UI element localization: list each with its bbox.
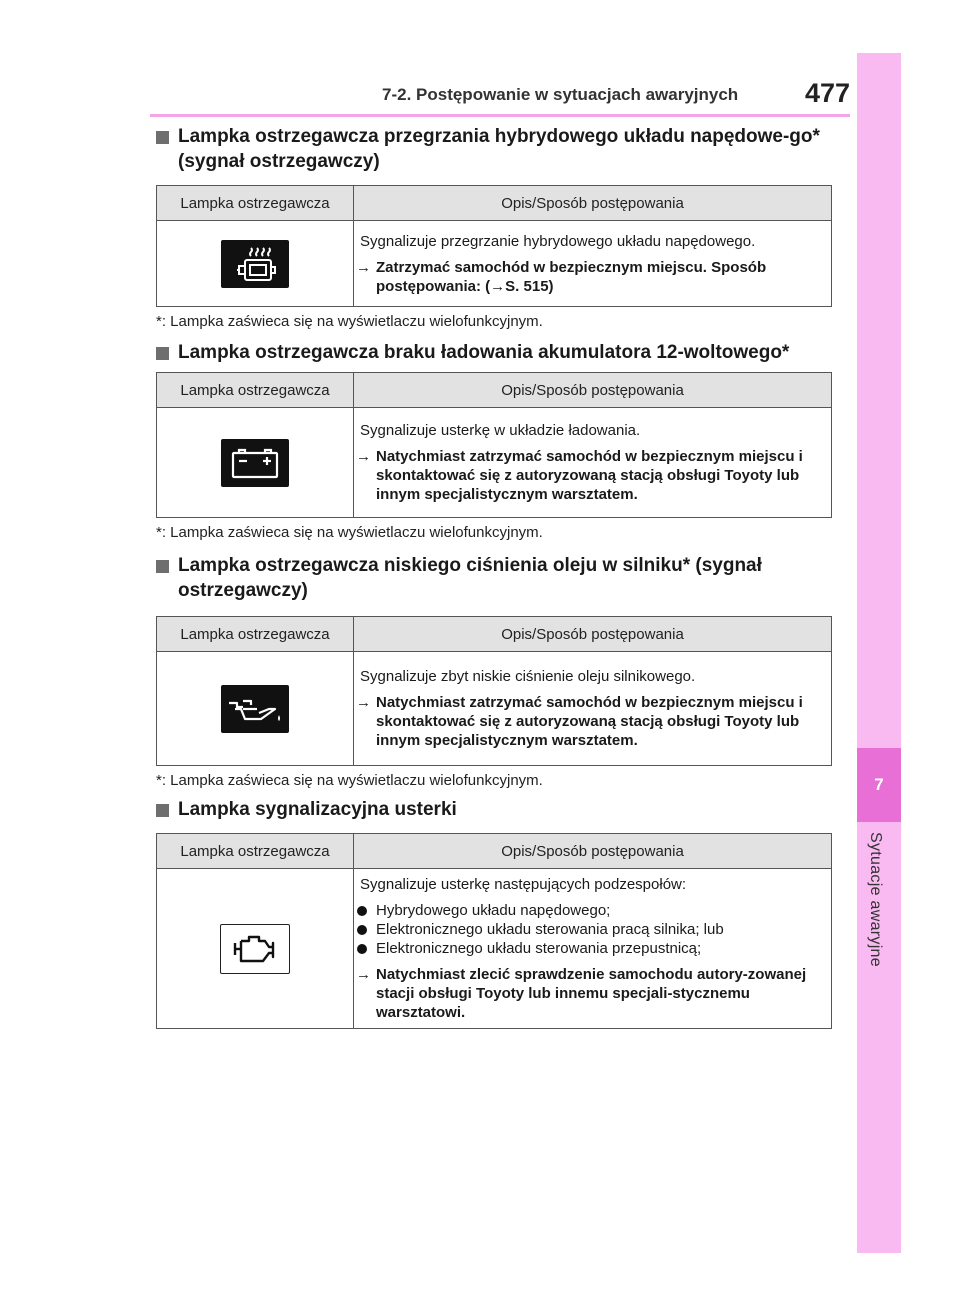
section-oil-pressure: [156, 553, 832, 789]
list-item: Elektronicznego układu sterowania przepustnicą;: [354, 939, 831, 958]
action-text: → Natychmiast zatrzymać samochód w bezpiecznym miejscu i skontaktować się z autoryzowaną stacją obsługi Toyoty lub innym specjalistycznym warsztatem.: [356, 694, 803, 749]
description-cell: [354, 221, 832, 307]
warning-lamp-table: [156, 372, 832, 518]
arrow-icon: →: [356, 258, 371, 276]
action-text: → Zatrzymać samochód w bezpiecznym miejscu. Sposób postępowania: (→S. 515): [356, 258, 767, 295]
table-header-lamp: Lampka ostrzegawcza: [157, 617, 354, 652]
chapter-label: Sytuacje awaryjne: [867, 832, 884, 967]
warning-lamp-table: [156, 616, 832, 766]
bullet-dot-icon: [357, 925, 367, 935]
action-text: → Natychmiast zlecić sprawdzenie samochodu autory-zowanej stacji obsługi Toyoty lub innemu specjali-stycznemu warsztatowi.: [356, 966, 807, 1021]
table-header-lamp: Lampka ostrzegawcza: [157, 834, 354, 869]
description-text: Sygnalizuje przegrzanie hybrydowego układu napędowego.: [360, 232, 756, 250]
section-heading: Lampka sygnalizacyjna usterki: [156, 797, 832, 822]
section-heading: Lampka ostrzegawcza niskiego ciśnienia oleju w silniku* (sygnał ostrzegawczy): [156, 553, 832, 603]
table-header-description: Opis/Sposób postępowania: [354, 617, 832, 652]
square-bullet-icon: [156, 560, 169, 573]
description-cell: [354, 408, 832, 518]
square-bullet-icon: [156, 131, 169, 144]
section-hybrid-overheat: [156, 124, 832, 330]
table-header-lamp: Lampka ostrzegawcza: [157, 186, 354, 221]
icon-cell: [157, 869, 354, 1029]
oil-pressure-icon: [221, 685, 289, 733]
arrow-icon: →: [356, 694, 371, 711]
section-heading: Lampka ostrzegawcza braku ładowania akumulatora 12-woltowego*: [156, 340, 832, 365]
description-cell: [354, 869, 832, 1029]
section-title: 7-2. Postępowanie w sytuacjach awaryjnych: [382, 85, 739, 104]
battery-charge-icon: [221, 439, 289, 487]
bullet-dot-icon: [357, 906, 367, 916]
table-header-description: Opis/Sposób postępowania: [354, 186, 832, 221]
footnote: *: Lampka zaświeca się na wyświetlaczu wielofunkcyjnym.: [156, 313, 543, 330]
warning-lamp-table: [156, 833, 832, 1029]
icon-cell: [157, 408, 354, 518]
table-header-lamp: Lampka ostrzegawcza: [157, 373, 354, 408]
page-header: [150, 78, 850, 117]
icon-cell: [157, 652, 354, 766]
description-text: Sygnalizuje usterkę w układzie ładowania.: [360, 422, 641, 439]
chapter-number: 7: [874, 775, 884, 794]
description-text: Sygnalizuje usterkę następujących podzespołów:: [360, 876, 687, 893]
hybrid-system-overheat-icon: [221, 240, 289, 288]
action-text: → Natychmiast zatrzymać samochód w bezpiecznym miejscu i skontaktować się z autoryzowaną stacją obsługi Toyoty lub innym specjalistycznym warsztatem.: [356, 448, 803, 503]
footnote: *: Lampka zaświeca się na wyświetlaczu wielofunkcyjnym.: [156, 524, 543, 541]
component-list: [354, 901, 831, 958]
footnote: *: Lampka zaświeca się na wyświetlaczu wielofunkcyjnym.: [156, 772, 543, 789]
description-cell: [354, 652, 832, 766]
square-bullet-icon: [156, 347, 169, 360]
section-battery-charge: [156, 340, 832, 541]
section-heading: Lampka ostrzegawcza przegrzania hybrydowego układu napędowe-go* (sygnał ostrzegawczy): [156, 124, 832, 174]
warning-lamp-table: [156, 185, 832, 307]
arrow-icon: →: [356, 966, 371, 983]
chapter-side-tab: [857, 53, 901, 1253]
list-item: Elektronicznego układu sterowania pracą silnika; lub: [354, 920, 831, 939]
section-malfunction-indicator: [156, 797, 832, 1029]
chapter-number-box: [857, 748, 901, 822]
page-number: 477: [804, 78, 850, 108]
bullet-dot-icon: [357, 944, 367, 954]
icon-cell: [157, 221, 354, 307]
table-header-description: Opis/Sposób postępowania: [354, 834, 832, 869]
check-engine-icon: [220, 924, 290, 974]
list-item: Hybrydowego układu napędowego;: [354, 901, 831, 920]
arrow-icon: →: [356, 448, 371, 465]
table-header-description: Opis/Sposób postępowania: [354, 373, 832, 408]
square-bullet-icon: [156, 804, 169, 817]
description-text: Sygnalizuje zbyt niskie ciśnienie oleju silnikowego.: [360, 668, 696, 685]
